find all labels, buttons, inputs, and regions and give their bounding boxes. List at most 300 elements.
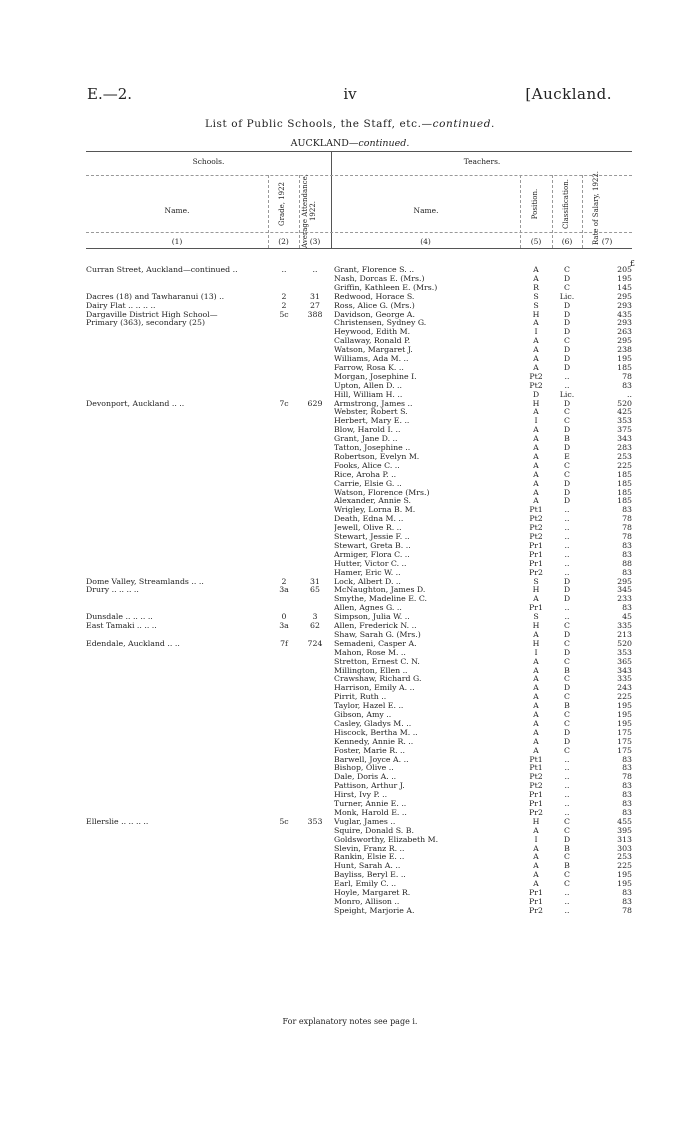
title-main: List of Public Schools, the Staff, etc.— bbox=[205, 118, 433, 130]
grade-value: 2 bbox=[281, 300, 287, 310]
teacher-name: Christensen, Sydney G. bbox=[334, 319, 427, 328]
classification-value: C bbox=[564, 718, 570, 728]
salary-value: 195 bbox=[617, 870, 632, 880]
teacher-name: Shaw, Sarah G. (Mrs.) bbox=[334, 630, 421, 639]
teacher-name: Bayliss, Beryl E. .. bbox=[334, 871, 406, 880]
school-name: Dunsdale .. .. .. .. bbox=[86, 613, 153, 622]
salary-value: 263 bbox=[617, 327, 632, 337]
classification-value: D bbox=[563, 398, 571, 408]
school-name: Edendale, Auckland .. .. bbox=[86, 639, 180, 648]
schools-header: Schools. bbox=[192, 157, 225, 166]
position-value: A bbox=[533, 718, 539, 728]
salary-value: 520 bbox=[617, 398, 632, 408]
position-value: Pt2 bbox=[529, 514, 543, 524]
position-value: Pt2 bbox=[529, 523, 543, 533]
position-value: A bbox=[533, 879, 539, 889]
grade-value: 5c bbox=[279, 309, 289, 319]
table-row bbox=[0, 569, 700, 578]
salary-value: 195 bbox=[617, 701, 632, 711]
salary-value: 83 bbox=[622, 754, 632, 764]
teacher-name: Watson, Florence (Mrs.) bbox=[334, 488, 430, 497]
teacher-name: Simpson, Julia W. .. bbox=[334, 613, 410, 622]
position-value: A bbox=[533, 701, 539, 711]
position-value: H bbox=[532, 638, 540, 648]
table-row bbox=[0, 578, 700, 587]
table-row bbox=[0, 471, 700, 480]
salary-value: 83 bbox=[622, 781, 632, 791]
school-name: Drury .. .. .. .. bbox=[86, 586, 139, 595]
attendance-value: 629 bbox=[307, 398, 323, 408]
subtitle-continued: continued. bbox=[358, 138, 410, 149]
teacher-name: Taylor, Hazel E. .. bbox=[334, 702, 404, 711]
table-row bbox=[0, 266, 700, 275]
salary-value: 78 bbox=[622, 772, 632, 782]
table-row bbox=[0, 435, 700, 444]
classification-value: D bbox=[563, 318, 571, 328]
teacher-name: Speight, Marjorie A. bbox=[334, 906, 415, 915]
classification-value: C bbox=[564, 674, 570, 684]
table-row bbox=[0, 818, 700, 827]
teacher-name: Hirst, Ivy P. .. bbox=[334, 791, 388, 800]
salary-value: 195 bbox=[617, 354, 632, 363]
teacher-name: Barwell, Joyce A. .. bbox=[334, 755, 409, 764]
school-name: Dacres (18) and Tawharanui (13) .. bbox=[86, 292, 225, 301]
table-row bbox=[0, 684, 700, 693]
position-value: A bbox=[533, 727, 539, 737]
classification-value: D bbox=[563, 487, 571, 497]
teacher-name: Robertson, Evelyn M. bbox=[334, 452, 420, 461]
teacher-name: Hill, William H. .. bbox=[334, 390, 403, 399]
salary-value: 243 bbox=[617, 683, 632, 693]
attendance-value: 31 bbox=[310, 576, 320, 586]
grade-value: 3a bbox=[279, 621, 289, 630]
salary-value: 78 bbox=[622, 523, 632, 533]
teacher-name-header: Name. bbox=[413, 206, 439, 215]
teacher-name: Alexander, Annie S. bbox=[334, 497, 412, 506]
teacher-name: Smythe, Madeline E. C. bbox=[334, 595, 428, 604]
salary-value: 295 bbox=[617, 576, 632, 586]
footer-note: For explanatory notes see page i. bbox=[282, 1017, 418, 1026]
teacher-name: Crawshaw, Richard G. bbox=[334, 675, 422, 684]
teacher-name: Wrigley, Lorna B. M. bbox=[334, 506, 416, 515]
table-row bbox=[0, 880, 700, 889]
position-value: A bbox=[533, 629, 539, 639]
salary-value: 395 bbox=[617, 825, 632, 835]
classification-value: .. bbox=[564, 532, 570, 541]
table-row bbox=[0, 293, 700, 302]
table-row bbox=[0, 809, 700, 818]
table-row bbox=[0, 417, 700, 426]
classification-value: C bbox=[564, 638, 570, 648]
attendance-value: 3 bbox=[312, 612, 318, 622]
table-row bbox=[0, 328, 700, 337]
attendance-value: .. bbox=[312, 265, 318, 274]
classification-value: .. bbox=[564, 603, 570, 613]
table-row bbox=[0, 462, 700, 471]
classification-value: D bbox=[563, 647, 571, 657]
classification-value: .. bbox=[564, 896, 570, 906]
teacher-name: Nash, Dorcas E. (Mrs.) bbox=[334, 274, 425, 283]
header-divider bbox=[86, 175, 632, 176]
classification-value: C bbox=[564, 825, 570, 835]
table-row bbox=[0, 453, 700, 462]
document-reference: E.—2. bbox=[87, 85, 133, 103]
salary-value: 83 bbox=[622, 799, 632, 808]
salary-value: 195 bbox=[617, 710, 632, 719]
classification-value: D bbox=[563, 736, 571, 746]
salary-value: 303 bbox=[617, 843, 632, 853]
table-row bbox=[0, 853, 700, 862]
teacher-name: Monk, Harold E. .. bbox=[334, 808, 407, 817]
position-value: H bbox=[532, 585, 540, 595]
teacher-name: Stretton, Ernest C. N. bbox=[334, 657, 420, 666]
salary-value: 83 bbox=[622, 896, 632, 906]
page-number: iv bbox=[343, 85, 357, 103]
teacher-name: Pirrit, Ruth .. bbox=[334, 693, 387, 702]
attendance-value: 353 bbox=[307, 816, 323, 826]
teacher-name: Hiscock, Bertha M. .. bbox=[334, 728, 418, 737]
classification-value: B bbox=[564, 843, 570, 853]
position-value: A bbox=[533, 407, 539, 417]
position-value: Pr1 bbox=[529, 896, 543, 906]
position-value: Pr2 bbox=[529, 807, 543, 817]
position-value: A bbox=[533, 460, 539, 470]
classification-value: D bbox=[563, 425, 571, 435]
teacher-name: Semadeni, Casper A. bbox=[334, 639, 417, 648]
table-row bbox=[0, 444, 700, 453]
classification-value: C bbox=[564, 710, 570, 719]
column-number: (7) bbox=[601, 237, 613, 246]
teacher-name: Squire, Donald S. B. bbox=[334, 826, 414, 835]
teacher-name: Mahon, Rose M. .. bbox=[334, 648, 406, 657]
teacher-name: Morgan, Josephine I. bbox=[334, 372, 417, 381]
table-row bbox=[0, 337, 700, 346]
attendance-value: 724 bbox=[307, 638, 323, 648]
classification-value: C bbox=[564, 265, 570, 274]
position-value: A bbox=[533, 354, 539, 363]
table-row bbox=[0, 382, 700, 391]
teacher-name: Casley, Gladys M. .. bbox=[334, 719, 412, 728]
position-value: A bbox=[533, 656, 539, 666]
position-value: A bbox=[533, 710, 539, 719]
classification-value: D bbox=[563, 273, 571, 283]
position-value: Pt1 bbox=[529, 754, 543, 764]
header-bottom-rule bbox=[86, 248, 632, 249]
teacher-name: Rankin, Elsie E. .. bbox=[334, 853, 405, 862]
position-value: H bbox=[532, 309, 540, 319]
salary-value: 185 bbox=[617, 362, 632, 372]
classification-value: .. bbox=[564, 888, 570, 897]
table-row bbox=[0, 738, 700, 747]
salary-value: 88 bbox=[622, 558, 632, 568]
salary-value: 83 bbox=[622, 505, 632, 515]
position-value: A bbox=[533, 665, 539, 675]
classification-value: .. bbox=[564, 612, 570, 622]
position-value: Pt2 bbox=[529, 380, 543, 390]
school-name: Curran Street, Auckland—continued .. bbox=[86, 266, 238, 274]
classification-value: C bbox=[564, 692, 570, 702]
salary-value: 353 bbox=[617, 647, 632, 657]
table-row bbox=[0, 311, 700, 320]
classification-value: .. bbox=[564, 558, 570, 568]
position-value: R bbox=[533, 282, 539, 292]
position-value: A bbox=[533, 674, 539, 684]
grade-value: 2 bbox=[281, 291, 287, 301]
position-value: S bbox=[533, 291, 539, 301]
table-row bbox=[0, 542, 700, 551]
teacher-name: Armstrong, James .. bbox=[334, 399, 413, 408]
position-value: Pr1 bbox=[529, 603, 543, 613]
table-row bbox=[0, 675, 700, 684]
classification-value: C bbox=[564, 870, 570, 880]
salary-value: 205 bbox=[617, 265, 632, 274]
salary-value: 225 bbox=[617, 460, 632, 470]
table-row bbox=[0, 756, 700, 765]
table-row bbox=[0, 284, 700, 293]
classification-value: D bbox=[563, 309, 571, 319]
classification-value: D bbox=[563, 834, 571, 844]
classification-value: .. bbox=[564, 799, 570, 808]
classification-value: C bbox=[564, 460, 570, 470]
position-value: Pr1 bbox=[529, 799, 543, 808]
classification-value: Lic. bbox=[559, 389, 575, 399]
table-row bbox=[0, 631, 700, 640]
position-value: Pr1 bbox=[529, 888, 543, 897]
teacher-name: Davidson, George A. bbox=[334, 310, 415, 319]
salary-value: 195 bbox=[617, 718, 632, 728]
position-value: A bbox=[533, 683, 539, 693]
position-value: S bbox=[533, 300, 539, 310]
salary-value: 293 bbox=[617, 318, 632, 328]
salary-value: 175 bbox=[617, 745, 632, 755]
classification-value: .. bbox=[564, 514, 570, 524]
position-value: Pt1 bbox=[529, 505, 543, 515]
position-value: A bbox=[533, 345, 539, 355]
salary-value: 295 bbox=[617, 291, 632, 301]
teacher-name: Millington, Ellen .. bbox=[334, 666, 408, 675]
table-row bbox=[0, 586, 700, 595]
classification-value: D bbox=[563, 585, 571, 595]
teacher-name: Vuglar, James .. bbox=[334, 817, 396, 826]
teacher-name: Herbert, Mary E. .. bbox=[334, 417, 410, 426]
position-value: Pt2 bbox=[529, 371, 543, 381]
teacher-name: Monro, Allison .. bbox=[334, 897, 400, 906]
classification-value: .. bbox=[564, 380, 570, 390]
position-value: A bbox=[533, 496, 539, 506]
table-row bbox=[0, 773, 700, 782]
table-row bbox=[0, 640, 700, 649]
table-row bbox=[0, 506, 700, 515]
salary-value: 253 bbox=[617, 451, 632, 461]
header-divider bbox=[86, 232, 632, 233]
table-row bbox=[0, 711, 700, 720]
position-value: S bbox=[533, 576, 539, 586]
school-name: Primary (363), secondary (25) bbox=[86, 319, 205, 328]
classification-value: C bbox=[564, 282, 570, 292]
classification-value: D bbox=[563, 300, 571, 310]
teacher-name: Grant, Jane D. .. bbox=[334, 435, 398, 444]
classification-value: B bbox=[564, 434, 570, 444]
position-value: Pr1 bbox=[529, 540, 543, 550]
salary-value: 195 bbox=[617, 879, 632, 889]
school-name: Ellerslie .. .. .. .. bbox=[86, 817, 149, 826]
page-title bbox=[0, 118, 700, 130]
classification-value: .. bbox=[564, 523, 570, 533]
salary-value: 345 bbox=[617, 585, 632, 595]
table-row bbox=[0, 729, 700, 738]
classification-value: .. bbox=[564, 781, 570, 791]
classification-value: D bbox=[563, 629, 571, 639]
teacher-name: Ross, Alice G. (Mrs.) bbox=[334, 301, 415, 310]
table-row bbox=[0, 836, 700, 845]
salary-value: 425 bbox=[617, 407, 632, 417]
salary-value: 83 bbox=[622, 567, 632, 577]
position-value: Pt2 bbox=[529, 772, 543, 782]
classification-value: C bbox=[564, 816, 570, 826]
position-value: H bbox=[532, 398, 540, 408]
classification-value: D bbox=[563, 362, 571, 372]
position-value: A bbox=[533, 434, 539, 444]
salary-value: 185 bbox=[617, 496, 632, 506]
teacher-name: Slevin, Franz R. .. bbox=[334, 844, 405, 853]
teacher-name: Rice, Aroha P. .. bbox=[334, 470, 397, 479]
teacher-name: Death, Edna M. .. bbox=[334, 515, 404, 524]
salary-value: 83 bbox=[622, 540, 632, 550]
salary-value: 343 bbox=[617, 434, 632, 444]
grade-value: 7c bbox=[279, 398, 289, 408]
school-name: East Tamaki .. .. .. bbox=[86, 622, 157, 630]
position-value: A bbox=[533, 861, 539, 871]
classification-value: .. bbox=[564, 763, 570, 773]
table-row bbox=[0, 515, 700, 524]
salary-value: 335 bbox=[617, 674, 632, 684]
table-row bbox=[0, 720, 700, 729]
salary-value: 83 bbox=[622, 807, 632, 817]
salary-value: 455 bbox=[617, 816, 632, 826]
currency-symbol: £ bbox=[629, 259, 635, 268]
position-value: H bbox=[532, 621, 540, 630]
salary-value: 233 bbox=[617, 594, 632, 604]
salary-value: 83 bbox=[622, 380, 632, 390]
position-value: I bbox=[534, 647, 538, 657]
teacher-name: Goldsworthy, Elizabeth M. bbox=[334, 835, 439, 844]
salary-value: 435 bbox=[617, 309, 632, 319]
table-row bbox=[0, 364, 700, 373]
attendance-header: Average Attendance, 1922. bbox=[301, 174, 317, 248]
attendance-value: 31 bbox=[310, 291, 320, 301]
teacher-name: Dale, Doris A. .. bbox=[334, 773, 397, 782]
position-value: Pr1 bbox=[529, 790, 543, 800]
salary-value: 195 bbox=[617, 273, 632, 283]
salary-value: 293 bbox=[617, 300, 632, 310]
position-value: A bbox=[533, 469, 539, 479]
classification-value: E bbox=[564, 451, 570, 461]
table-row bbox=[0, 693, 700, 702]
classification-header: Classification. bbox=[562, 179, 570, 229]
salary-value: 175 bbox=[617, 736, 632, 746]
teacher-name: Gibson, Amy .. bbox=[334, 711, 392, 719]
salary-value: 78 bbox=[622, 905, 632, 915]
teacher-name: Callaway, Ronald P. bbox=[334, 337, 411, 346]
position-value: Pr1 bbox=[529, 549, 543, 559]
classification-value: D bbox=[563, 496, 571, 506]
classification-value: C bbox=[564, 336, 570, 346]
classification-value: .. bbox=[564, 505, 570, 515]
position-value: Pt2 bbox=[529, 532, 543, 541]
position-value: A bbox=[533, 362, 539, 372]
table-row bbox=[0, 658, 700, 667]
attendance-value: 27 bbox=[310, 300, 320, 310]
grade-header: Grade, 1922 bbox=[278, 182, 286, 226]
classification-value: .. bbox=[564, 549, 570, 559]
position-value: A bbox=[533, 336, 539, 346]
classification-value: .. bbox=[564, 790, 570, 800]
salary-value: 225 bbox=[617, 861, 632, 871]
teacher-name: Farrow, Rosa K. .. bbox=[334, 363, 404, 372]
teacher-name: Harrison, Emily A. .. bbox=[334, 684, 415, 693]
classification-value: C bbox=[564, 879, 570, 889]
classification-value: .. bbox=[564, 772, 570, 782]
salary-value: 225 bbox=[617, 692, 632, 702]
position-value: A bbox=[533, 852, 539, 862]
position-value: Pr2 bbox=[529, 567, 543, 577]
classification-value: D bbox=[563, 345, 571, 355]
salary-header: Rate of Salary, 1922. bbox=[592, 170, 600, 246]
table-row bbox=[0, 408, 700, 417]
table-row bbox=[0, 871, 700, 880]
salary-value: 520 bbox=[617, 638, 632, 648]
table-row bbox=[0, 898, 700, 907]
school-name: Dairy Flat .. .. .. .. bbox=[86, 301, 156, 310]
table-row bbox=[0, 497, 700, 506]
teacher-name: Armiger, Flora C. .. bbox=[334, 550, 410, 559]
column-number: (2) bbox=[278, 237, 289, 246]
teacher-name: Williams, Ada M. .. bbox=[334, 355, 409, 363]
teacher-name: Hunt, Sarah A. .. bbox=[334, 862, 401, 871]
teacher-name: Stewart, Jessie F. .. bbox=[334, 533, 410, 541]
classification-value: D bbox=[563, 443, 571, 452]
classification-value: C bbox=[564, 852, 570, 862]
position-value: A bbox=[533, 594, 539, 604]
classification-value: Lic. bbox=[559, 291, 575, 301]
position-value: D bbox=[532, 389, 540, 399]
table-row bbox=[0, 346, 700, 355]
classification-value: D bbox=[563, 327, 571, 337]
table-row bbox=[0, 604, 700, 613]
teacher-name: Carrie, Elsie G. .. bbox=[334, 479, 402, 488]
table-row bbox=[0, 400, 700, 409]
school-name: Dome Valley, Streamlands .. .. bbox=[86, 577, 204, 586]
table-row bbox=[0, 426, 700, 435]
classification-value: D bbox=[563, 727, 571, 737]
teacher-name: Hoyle, Margaret R. bbox=[334, 889, 411, 897]
table-row bbox=[0, 355, 700, 364]
table-row bbox=[0, 862, 700, 871]
classification-value: B bbox=[564, 861, 570, 871]
table-row bbox=[0, 845, 700, 854]
position-value: Pr1 bbox=[529, 558, 543, 568]
teacher-name: Redwood, Horace S. bbox=[334, 292, 415, 301]
teacher-name: Allen, Frederick N. .. bbox=[334, 622, 417, 630]
salary-value: 213 bbox=[617, 629, 632, 639]
teacher-name: Watson, Margaret J. bbox=[334, 346, 413, 355]
salary-value: 343 bbox=[617, 665, 632, 675]
grade-value: .. bbox=[281, 265, 287, 274]
grade-value: 0 bbox=[281, 612, 287, 622]
teacher-name: Bishop, Olive .. bbox=[334, 764, 394, 773]
teacher-name: Foster, Marie R. .. bbox=[334, 746, 405, 755]
salary-value: .. bbox=[627, 389, 632, 399]
